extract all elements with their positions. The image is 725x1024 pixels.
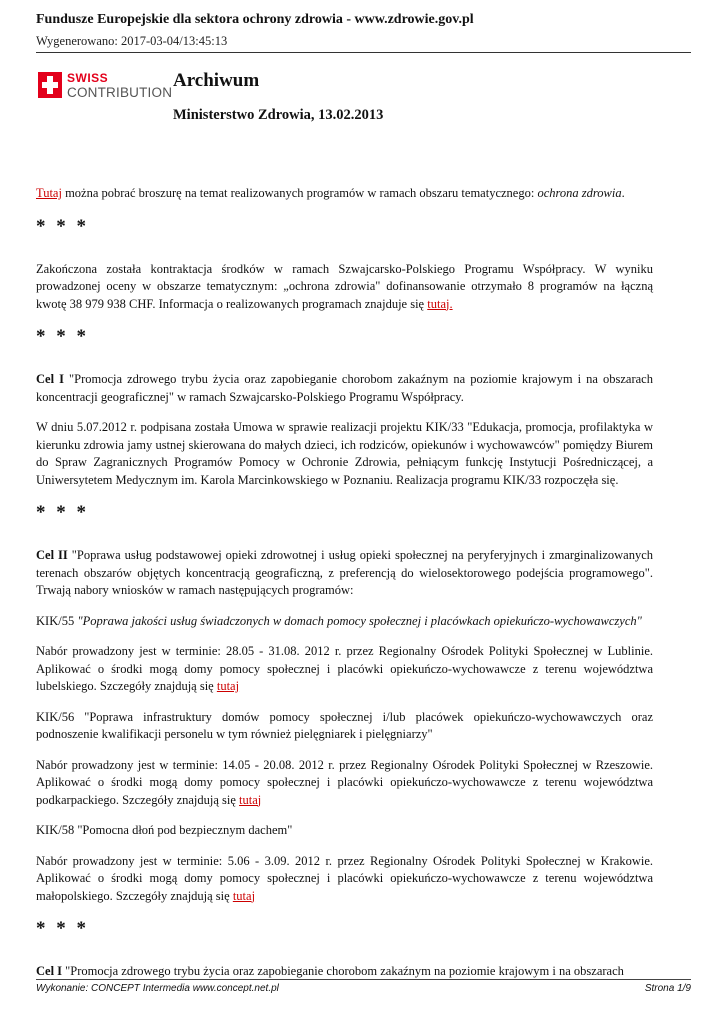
- paragraph-text: Nabór prowadzony jest w terminie: 14.05 - 20.08. 2012 r. przez Regionalny Ośrodek Polityki Społecznej w Rzeszowie. Aplikować o środki mogą domy pomocy społecznej i placówki opiekuńczo-wychowawcze z terenu województwa podkarpackiego. Szczegóły znajdują się: [36, 757, 653, 807]
- footer-divider: [36, 979, 691, 980]
- goal-label: Cel I: [36, 372, 64, 386]
- header-divider: [36, 52, 691, 53]
- goal-label: Cel I: [36, 964, 63, 978]
- paragraph-text: Nabór prowadzony jest w terminie: 28.05 - 31.08. 2012 r. przez Regionalny Ośrodek Polityki Społecznej w Lublinie. Aplikować o środki mogą domy pomocy społecznej i placówki opiekuńczo-wychowawcze z terenu województwa lubelskiego. Szczegóły znajdują się: [36, 644, 653, 693]
- page-title: Archiwum: [173, 70, 260, 91]
- paragraph-contracting: [36, 261, 653, 314]
- paragraph-text: Nabór prowadzony jest w terminie: 5.06 - 3.09. 2012 r. przez Regionalny Ośrodek Polityki Społecznej w Krakowie. Aplikować o środki mogą domy pomocy społecznej i placówki opiekuńczo-wychowawcze z terenu województwa małopolskiego. Szczegóły znajdują się: [36, 853, 653, 903]
- page-number: Strona 1/9: [644, 983, 691, 994]
- paragraph-brochure: [36, 185, 653, 203]
- programs-info-link[interactable]: tutaj.: [427, 296, 453, 311]
- section-separator: * * *: [36, 918, 89, 939]
- paragraph-text: Zakończona została kontraktacja środków w ramach Szwajcarsko-Polskiego Programu Współpracy. W wyniku prowadzonej oceny w obszarze tematycznym: „ochrona zdrowia" dofinansowanie otrzymało 8 programów na łączną kwotę 38 979 938 CHF. Informacja o realizowanych programach znajduje się: [36, 261, 653, 311]
- paragraph-kik56-title: KIK/56 "Poprawa infrastruktury domów pomocy społecznej i/lub placówek opiekuńczo-wychowawczych oraz podnoszenie kwalifikacji personelu w tym również pielęgniarek i pielęgniarzy": [36, 709, 653, 741]
- paragraph-text: "Promocja zdrowego trybu życia oraz zapobieganie chorobom zakaźnym na poziomie krajowym i na obszarach: [62, 964, 624, 978]
- logo-word-contribution: CONTRIBUTION: [67, 85, 173, 100]
- header-title: Fundusze Europejskie dla sektora ochrony zdrowia - www.zdrowie.gov.pl: [36, 12, 474, 27]
- section-separator: * * *: [36, 502, 89, 523]
- ministry-date: Ministerstwo Zdrowia, 13.02.2013: [173, 107, 384, 123]
- paragraph-kik55-title: [36, 613, 653, 631]
- details-link-krakow[interactable]: tutaj: [232, 888, 256, 903]
- paragraph-text: "Poprawa usług podstawowej opieki zdrowotnej i usług opieki społecznej na peryferyjnych i zmarginalizowanych terenach obszarów objętych koncentracją geograficzną, z preferencją do wielosektorowego podejścia programowego". Trwają nabory wniosków w ramach następujących programów:: [36, 548, 653, 597]
- details-link-lublin[interactable]: tutaj: [216, 679, 240, 693]
- swiss-contribution-logo: [38, 71, 173, 102]
- paragraph-kik56-details: [36, 757, 653, 810]
- footer-credit: Wykonanie: CONCEPT Intermedia www.concept.net.pl: [36, 983, 279, 994]
- brochure-link[interactable]: Tutaj: [36, 186, 62, 200]
- topic-italic: ochrona zdrowia: [537, 186, 622, 200]
- logo-word-swiss: SWISS: [67, 71, 109, 85]
- section-separator: * * *: [36, 215, 89, 237]
- paragraph-goal-1: [36, 371, 653, 406]
- paragraph-kik58-title: KIK/58 "Pomocna dłoń pod bezpiecznym dachem": [36, 823, 293, 837]
- paragraph-end: .: [621, 186, 625, 200]
- section-separator: * * *: [36, 326, 89, 347]
- paragraph-text: można pobrać broszurę na temat realizowanych programów w ramach obszaru tematycznego:: [61, 186, 538, 200]
- program-title: "Poprawa jakości usług świadczonych w domach pomocy społecznej i placówkach opiekuńczo-wychowawczych": [77, 613, 642, 628]
- paragraph-kik55-details: [36, 643, 653, 696]
- swiss-cross-icon: [38, 72, 62, 98]
- paragraph-kik58-details: [36, 853, 653, 906]
- paragraph-kik33: W dniu 5.07.2012 r. podpisana została Umowa w sprawie realizacji projektu KIK/33 "Edukacja, promocja, profilaktyka w kierunku zdrowia jamy ustnej skierowana do małych dzieci, ich rodziców, opiekunów i wychowawców" pomiędzy Biurem do Spraw Zagranicznych Programów Pomocy w Ochronie Zdrowia, pełniącym funkcję Instytucji Pośredniczącej, a Uniwersytetem Medycznym im. Karola Marcinkowskiego w Poznaniu. Realizacja programu KIK/33 rozpoczęła się.: [36, 420, 653, 487]
- program-code: KIK/55: [36, 613, 78, 628]
- paragraph-text: "Promocja zdrowego trybu życia oraz zapobieganie chorobom zakaźnym na poziomie krajowym i na obszarach koncentracji geograficznej" w ramach Szwajcarsko-Polskiego Programu Współpracy.: [36, 372, 653, 404]
- generated-timestamp: Wygenerowano: 2017-03-04/13:45:13: [36, 34, 228, 48]
- goal-label: Cel II: [36, 548, 68, 562]
- article-content: [36, 185, 653, 994]
- paragraph-goal-2: [36, 547, 653, 600]
- details-link-rzeszow[interactable]: tutaj: [239, 792, 262, 807]
- paragraph-goal-1-repeat: [36, 963, 653, 981]
